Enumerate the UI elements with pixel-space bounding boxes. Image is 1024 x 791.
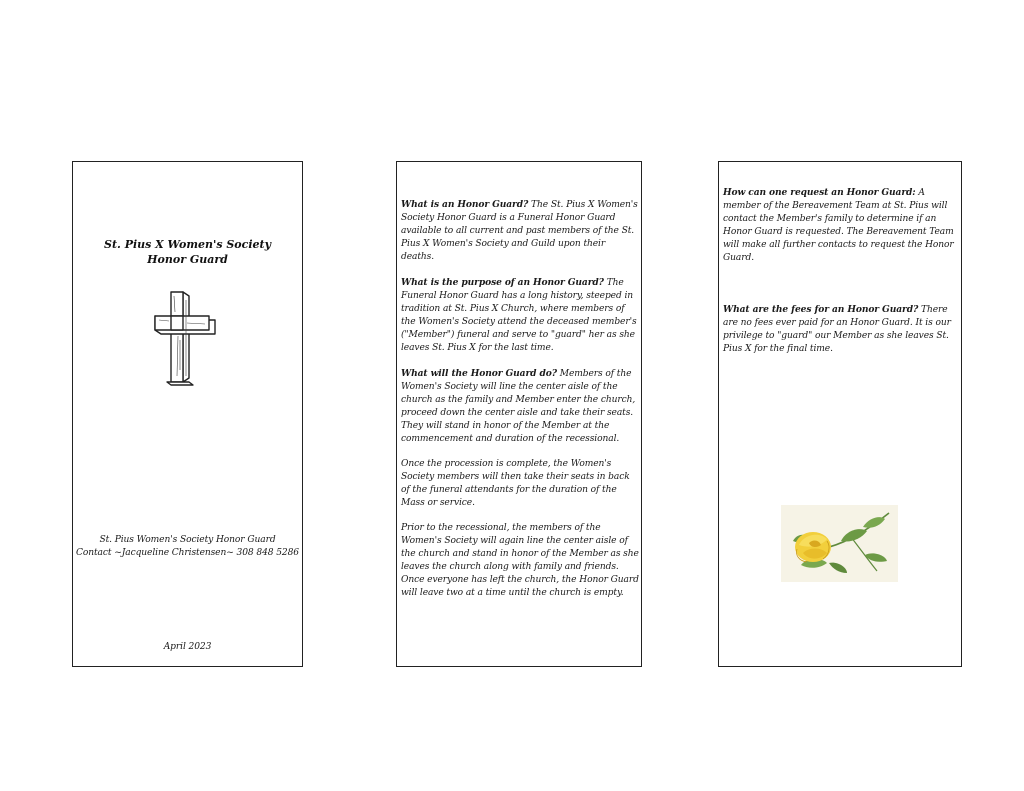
info-panel-middle <box>396 161 642 667</box>
faq-question: What will the Honor Guard do? <box>401 368 557 379</box>
faq-answer: The Funeral Honor Guard has a long history, steeped in tradition at St. Pius X Church, where members of the Women's Society attend the deceased member's ("Member") funeral and serve to "guard" her as she leaves St. Pius X for the last time. <box>401 278 637 353</box>
info-panel-right <box>718 161 962 667</box>
faq-request <box>723 186 959 265</box>
faq-question: How can one request an Honor Guard: <box>723 187 916 198</box>
recessional-paragraph <box>401 522 639 600</box>
faq-what-will <box>401 367 639 446</box>
faq-answer: There are no fees ever paid for an Honor Guard. It is our privilege to "guard" our Member as she leaves St. Pius X for the final time. <box>723 305 951 354</box>
faq-answer: Once the procession is complete, the Women's Society members will then take their seats in back of the funeral attendants for the duration of the Mass or service. <box>401 459 630 508</box>
contact-block <box>73 534 302 560</box>
contact-line1: St. Pius Women's Society Honor Guard <box>99 535 276 545</box>
cover-title <box>73 237 302 267</box>
right-content <box>723 186 959 394</box>
faq-what-is <box>401 198 639 264</box>
cover-panel <box>72 161 303 667</box>
faq-answer: The St. Pius X Women's Society Honor Guard is a Funeral Honor Guard available to all current and past members of the St. Pius X Women's Society and Guild upon their deaths. <box>401 200 638 262</box>
cross-icon <box>153 290 217 386</box>
faq-purpose <box>401 276 639 355</box>
procession-paragraph <box>401 458 639 510</box>
faq-fees <box>723 303 959 356</box>
faq-question: What are the fees for an Honor Guard? <box>723 304 919 315</box>
middle-content <box>401 198 639 612</box>
faq-answer: Prior to the recessional, the members of the Women's Society will again line the center aisle of the church and stand in honor of the Member as she leaves the church along with family and friends. Once everyone has left the church, the Honor Guard will leave two at a time until the church is empty. <box>401 523 639 598</box>
yellow-rose-image <box>781 505 898 582</box>
contact-line2: Contact ~Jacqueline Christensen~ 308 848 5286 <box>76 548 299 558</box>
cover-title-line2: Honor Guard <box>147 253 228 266</box>
publication-date: April 2023 <box>163 642 212 652</box>
faq-answer: A member of the Bereavement Team at St. Pius will contact the Member's family to determine if an Honor Guard is requested. The Bereavement Team will make all further contacts to request the Honor Guard. <box>723 188 954 263</box>
cover-title-line1: St. Pius X Women's Society <box>104 238 271 251</box>
faq-question: What is the purpose of an Honor Guard? <box>401 277 604 288</box>
faq-answer: Members of the Women's Society will line the center aisle of the church as the family and Member enter the church, proceed down the center aisle and take their seats. They will stand in honor of the Member at the commencement and duration of the recessional. <box>401 369 636 444</box>
faq-question: What is an Honor Guard? <box>401 199 529 210</box>
